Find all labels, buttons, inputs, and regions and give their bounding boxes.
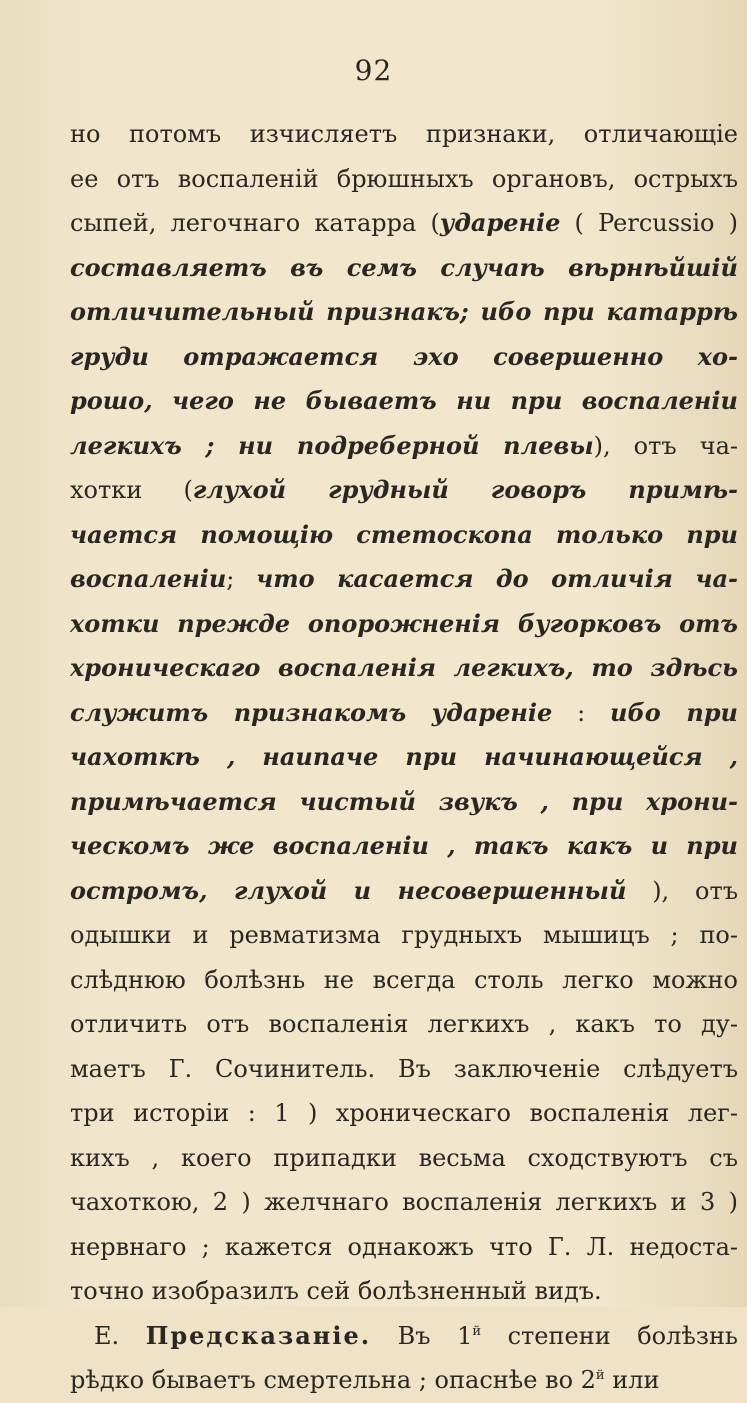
text-span: ( Percussio ) <box>560 209 738 237</box>
text-span: точно изобразилъ сей болѣзненный видъ. <box>70 1277 602 1305</box>
italic-text: ческомъ же воспаленіи , такъ какъ и при <box>70 831 738 860</box>
ordinal-suffix: й <box>472 1323 482 1339</box>
text-line <box>70 424 738 469</box>
text-span: одышки и ревматизма грудныхъ мышицъ ; по- <box>70 921 738 949</box>
text-span: ее отъ воспаленій брюшныхъ органовъ, острыхъ <box>70 164 738 193</box>
text-line <box>70 869 738 914</box>
text-line <box>70 246 738 291</box>
text-span: отличить отъ воспаленія легкихъ , какъ то ду- <box>70 1010 738 1038</box>
text-span: Въ 1 <box>371 1321 473 1350</box>
text-line <box>70 780 738 825</box>
text-line <box>70 1225 738 1270</box>
page-number: 92 <box>354 54 393 87</box>
italic-text: служитъ признакомъ удареніе <box>70 697 553 727</box>
text-span: хотки ( <box>70 476 193 504</box>
text-line <box>70 557 738 602</box>
text-span: степени болѣзнь <box>481 1321 738 1350</box>
text-line <box>70 602 738 647</box>
text-line <box>70 379 738 424</box>
text-line <box>70 913 738 958</box>
text-line <box>70 513 738 558</box>
italic-text: ибо при <box>610 697 738 727</box>
text-line <box>70 335 738 380</box>
text-span: ), отъ ча- <box>593 431 738 460</box>
italic-text: отличительный признакъ; ибо при катаррѣ <box>70 297 738 326</box>
text-line <box>70 1358 738 1403</box>
text-line <box>70 646 738 691</box>
text-span: или <box>604 1366 660 1394</box>
text-span: три исторіи : 1 ) хроническаго воспаленія лег- <box>70 1099 738 1127</box>
text-line <box>70 735 738 780</box>
text-span: рѣдко бываетъ смертельна ; опаснѣе во 2 <box>70 1366 596 1394</box>
text-line <box>70 157 738 202</box>
text-span: Е. <box>94 1321 146 1350</box>
text-line <box>70 1136 738 1181</box>
italic-text: остромъ, глухой и несовершенный <box>70 875 627 905</box>
section-heading: Предсказаніе. <box>145 1320 372 1350</box>
text-span: кихъ , коего припадки весьма сходствуютъ съ <box>70 1143 738 1172</box>
text-span: маетъ Г. Сочинитель. Въ заключеніе слѣдуетъ <box>70 1054 738 1083</box>
text-line <box>70 468 738 513</box>
text-line <box>70 112 738 157</box>
text-line <box>70 290 738 335</box>
text-line <box>70 201 738 246</box>
text-span: слѣднюю болѣзнь не всегда столь легко можно <box>70 965 738 994</box>
italic-text: удареніе <box>439 208 561 237</box>
italic-text: хотки прежде опорожненія бугорковъ отъ <box>70 608 738 638</box>
text-line <box>70 824 738 869</box>
text-span: но потомъ изчисляетъ признаки, отличающіе <box>70 120 738 148</box>
italic-text: рошо, чего не бываетъ ни при воспаленіи <box>70 386 738 415</box>
italic-text: что касается до отличія ча- <box>256 564 738 593</box>
text-span: ), отъ <box>626 876 738 905</box>
text-span: сыпей, легочнаго катарра ( <box>70 209 440 237</box>
italic-text: чается помощію стетоскопа только при <box>70 519 738 549</box>
italic-text: воспаленіи <box>70 564 227 593</box>
italic-text: составляетъ въ семъ случаѣ вѣрнѣйшій <box>70 252 738 282</box>
text-line <box>70 958 738 1003</box>
italic-text: чахоткѣ , наипаче при начинающейся , <box>70 742 738 771</box>
text-span: нервнаго ; кажется однакожъ что Г. Л. недоста- <box>70 1232 738 1261</box>
text-line <box>70 1314 738 1359</box>
text-line <box>70 1180 738 1225</box>
text-span: : <box>552 698 610 727</box>
text-line <box>70 1002 738 1047</box>
text-line <box>70 1047 738 1092</box>
ordinal-suffix: й <box>595 1368 605 1383</box>
text-span: ; <box>226 565 257 593</box>
italic-text: примѣчается чистый звукъ , при хрони- <box>70 786 738 816</box>
italic-text: хроническаго воспаленія легкихъ, то здѣсь <box>70 653 738 682</box>
italic-text: груди отражается эхо совершенно хо- <box>70 341 738 371</box>
text-line <box>70 691 738 736</box>
text-line <box>70 1091 738 1136</box>
italic-text: глухой грудный говоръ примѣ- <box>192 475 738 504</box>
body-text <box>70 112 738 1403</box>
text-span: чахоткою, 2 ) желчнаго воспаленія легкихъ и 3 ) <box>70 1188 738 1216</box>
italic-text: легкихъ ; ни подреберной плевы <box>70 430 594 460</box>
